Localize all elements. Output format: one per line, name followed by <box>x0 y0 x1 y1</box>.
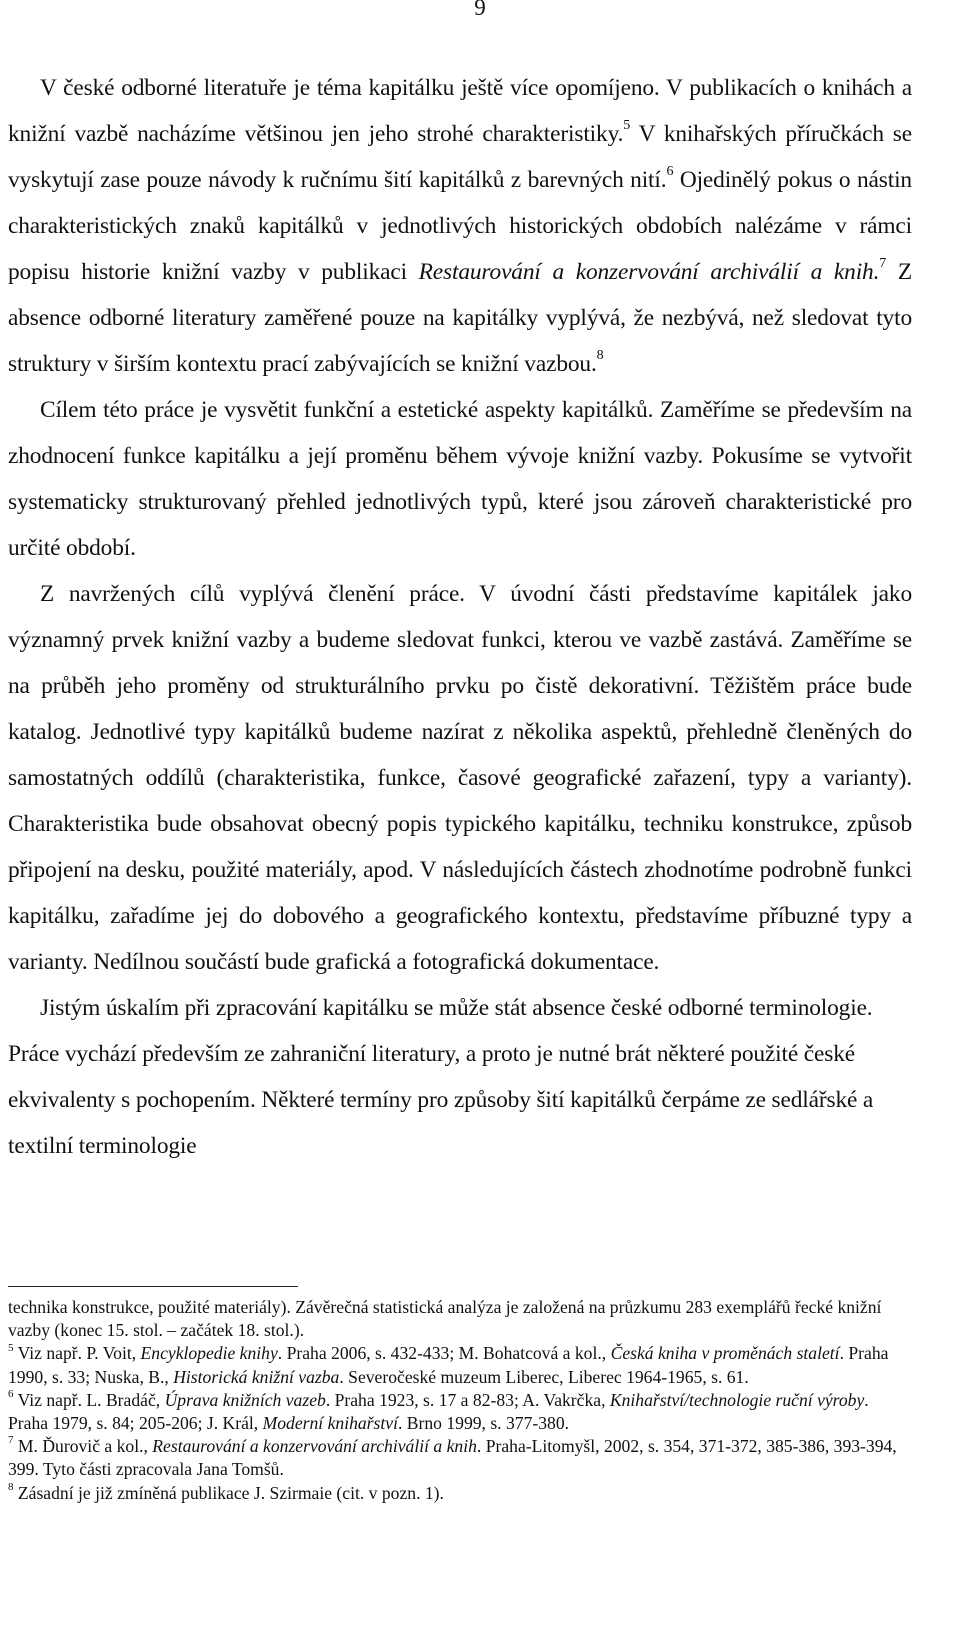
footnote-text: Viz např. L. Bradáč, <box>17 1389 165 1410</box>
footnote-number: 8 <box>8 1480 14 1493</box>
footnote-text: . Praha-Litomyšl, 2002, s. 354, 371-372, 385-386, 393-394, 399. Tyto části zpracovala Jana Tomšů. <box>8 1436 897 1480</box>
cited-title: Úprava knižních vazeb <box>164 1389 326 1410</box>
footnote-text: . Praha 1979, s. 84; 205-206; J. Král, <box>8 1389 869 1434</box>
footnote-number: 5 <box>8 1341 14 1354</box>
footnote-text: . Praha 2006, s. 432-433; M. Bohatcová a kol., <box>277 1343 611 1364</box>
footnote-text: Zásadní je již zmíněná publikace J. Szirmaie (cit. v pozn. 1). <box>17 1482 444 1503</box>
cited-title: Knihařství/technologie ruční výroby <box>609 1389 865 1410</box>
footnote-ref-6[interactable]: 6 <box>666 164 674 180</box>
footnote-7 <box>8 1435 913 1481</box>
cited-title: Restaurování a konzervování archiválií a knih <box>152 1436 477 1457</box>
paragraph-1-text-d: Z absence odborné literatury zaměřené pouze na kapitálky vyplývá, že nezbývá, než sledovat tyto struktury v širším kontextu prací zabývajících se knižní vazbou. <box>8 259 912 377</box>
footnote-ref-5[interactable]: 5 <box>623 118 631 134</box>
paragraph-1 <box>8 65 912 387</box>
paragraph-2: Cílem této práce je vysvětit funkční a estetické aspekty kapitálků. Zaměříme se především na zhodnocení funkce kapitálku a její proměnu během vývoje knižní vazby. Pokusíme se vytvořit systematicky strukturovaný přehled jednotlivých typů, které jsou zároveň charakteristické pro určité období. <box>8 397 912 561</box>
paragraph-1-text-a: V české odborné literatuře je téma kapitálku ještě více opomíjeno. V publikacích o knihách a knižní vazbě nacházíme většinou jen jeho strohé charakteristiky. <box>8 75 912 147</box>
footnote-8 <box>8 1482 913 1505</box>
footnote-text: . Praha 1990, s. 33; Nuska, B., <box>8 1343 889 1387</box>
paragraph-1-text-b: V knihařských příručkách se vyskytují zase pouze návody k ručnímu šití kapitálků z barevných nití. <box>8 121 912 193</box>
footnote-6 <box>8 1389 913 1435</box>
body-text <box>8 65 912 1169</box>
footnote-number: 6 <box>8 1387 14 1400</box>
cited-title: Moderní knihařství <box>262 1413 398 1434</box>
footnote-text: . Severočeské muzeum Liberec, Liberec 1964-1965, s. 61. <box>339 1366 749 1387</box>
paragraph-1-text-c: Ojedinělý pokus o nástin charakteristických znaků kapitálků v jednotlivých historických obdobích nalézáme v rámci popisu historie knižní vazby v publikaci <box>8 167 912 285</box>
footnote-separator <box>8 1286 298 1287</box>
footnote-ref-7[interactable]: 7 <box>879 256 887 272</box>
footnote-text: . Brno 1999, s. 377-380. <box>397 1413 570 1434</box>
footnote-5 <box>8 1342 913 1388</box>
footnote-text: Viz např. P. Voit, <box>17 1343 141 1364</box>
footnote-ref-8[interactable]: 8 <box>596 348 604 364</box>
cited-title: Historická knižní vazba <box>173 1366 340 1387</box>
book-title: Restaurování a konzervování archiválií a knih. <box>418 259 880 285</box>
footnote-text: M. Ďurovič a kol., <box>17 1436 153 1457</box>
footnotes <box>8 1296 913 1505</box>
cited-title: Česká kniha v proměnách staletí <box>610 1343 840 1364</box>
paragraph-4: Jistým úskalím při zpracování kapitálku se může stát absence české odborné terminologie. Práce vychází především ze zahraniční literatury, a proto je nutné brát některé použité české ekvivalenty s pochopením. Některé termíny pro způsoby šití kapitálků čerpáme ze sedlářské a textilní terminologie <box>8 995 874 1159</box>
paragraph-3: Z navržených cílů vyplývá členění práce. V úvodní části představíme kapitálek jako významný prvek knižní vazby a budeme sledovat funkci, kterou ve vazbě zastává. Zaměříme se na průběh jeho proměny od strukturálního prvku po čistě dekorativní. Těžištěm práce bude katalog. Jednotlivé typy kapitálků budeme nazírat z několika aspektů, přehledně členěných do samostatných oddílů (charakteristika, funkce, časové geografické zařazení, typy a varianty). Charakteristika bude obsahovat obecný popis typického kapitálku, techniku konstrukce, způsob připojení na desku, použité materiály, apod. V následujících částech zhodnotíme podrobně funkci kapitálku, zařadíme jej do dobového a geografického kontextu, představíme příbuzné typy a varianty. Nedílnou součástí bude grafická a fotografická dokumentace. <box>8 581 912 975</box>
footnote-text: . Praha 1923, s. 17 a 82-83; A. Vakrčka, <box>325 1389 610 1410</box>
page-number: 9 <box>474 0 486 20</box>
footnote-number: 7 <box>8 1434 14 1447</box>
cited-title: Encyklopedie knihy <box>140 1343 278 1364</box>
footnote-continuation: technika konstrukce, použité materiály). Závěrečná statistická analýza je založená na průzkumu 283 exemplářů řecké knižní vazby (konec 15. stol. – začátek 18. stol.). <box>8 1297 882 1341</box>
